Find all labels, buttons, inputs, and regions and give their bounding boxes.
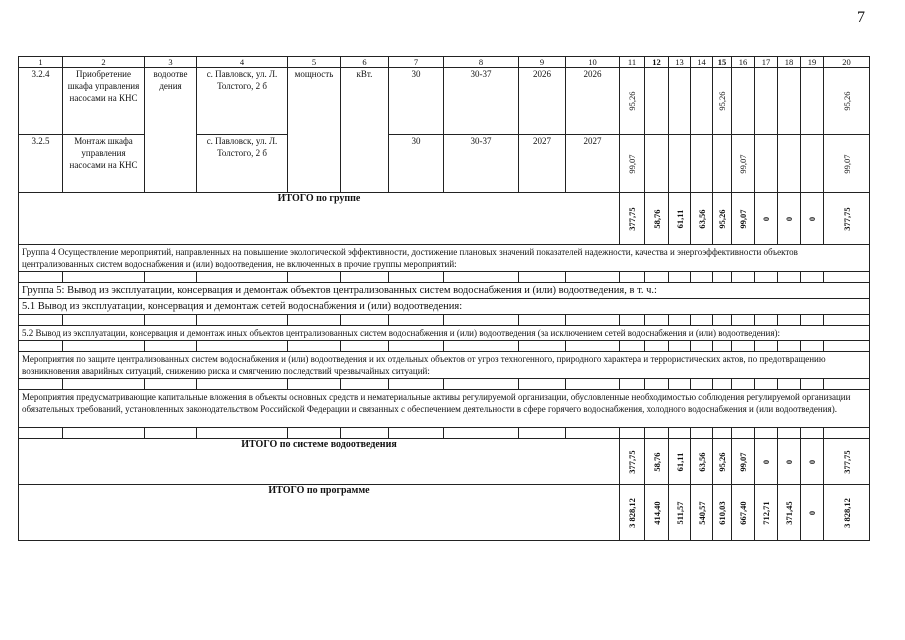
- total-value: 61,11: [669, 193, 691, 245]
- year-end: 2026: [566, 68, 620, 135]
- total-value: 58,76: [645, 439, 669, 485]
- group-total-row: [19, 193, 870, 245]
- col-number: 4: [197, 57, 288, 68]
- page-number: 7: [857, 9, 865, 26]
- col-number: 8: [444, 57, 519, 68]
- empty-cell: [755, 135, 778, 193]
- parameter-value: 30: [389, 135, 444, 193]
- total-value: 377,75: [620, 193, 645, 245]
- empty-cell: [732, 68, 755, 135]
- total-value: 540,57: [691, 485, 713, 541]
- cost-total: 95,26: [620, 68, 645, 135]
- year-start: 2026: [519, 68, 566, 135]
- total-value: 61,11: [669, 439, 691, 485]
- empty-cell: [669, 68, 691, 135]
- program-total-row: [19, 485, 870, 541]
- cost-funding: 95,26: [824, 68, 870, 135]
- total-value: 63,56: [691, 193, 713, 245]
- col-number: 6: [341, 57, 389, 68]
- empty-cell: [645, 68, 669, 135]
- blank-row: [19, 428, 870, 439]
- group-total-label: ИТОГО по группе: [19, 193, 620, 245]
- total-value: 99,07: [732, 439, 755, 485]
- col-number: 3: [145, 57, 197, 68]
- col-number: 19: [801, 57, 824, 68]
- system-total-label: ИТОГО по системе водоотведения: [19, 439, 620, 485]
- object-address: с. Павловск, ул. Л. Толстого, 2 б: [197, 68, 288, 135]
- measure-name: Приобретение шкафа управления насосами на КНС: [63, 68, 145, 135]
- column-number-row: [19, 57, 870, 68]
- section-row: [19, 299, 870, 315]
- empty-cell: [645, 135, 669, 193]
- blank-row: [19, 272, 870, 283]
- blank-row: [19, 379, 870, 390]
- total-value: 414,40: [645, 485, 669, 541]
- col-number: 16: [732, 57, 755, 68]
- section-group5: Группа 5: Вывод из эксплуатации, консервация и демонтаж объектов централизованных систем водоснабжения и (или) водоотведения, в т. ч.:: [19, 283, 870, 299]
- table-row: [19, 68, 870, 135]
- total-value: 99,07: [732, 193, 755, 245]
- total-value: 3 828,12: [824, 485, 870, 541]
- empty-cell: [801, 135, 824, 193]
- col-number: 2: [63, 57, 145, 68]
- section-row: [19, 326, 870, 341]
- row-number: 3.2.4: [19, 68, 63, 135]
- section-row: [19, 390, 870, 428]
- program-total-label: ИТОГО по программе: [19, 485, 620, 541]
- year-end: 2027: [566, 135, 620, 193]
- col-number: 12: [645, 57, 669, 68]
- empty-cell: [713, 135, 732, 193]
- col-number: 1: [19, 57, 63, 68]
- cost-funding: 99,07: [824, 135, 870, 193]
- empty-cell: [755, 68, 778, 135]
- cost-2027: 99,07: [732, 135, 755, 193]
- total-value: 0: [755, 193, 778, 245]
- total-value: 0: [801, 193, 824, 245]
- col-number: 14: [691, 57, 713, 68]
- total-value: 712,71: [755, 485, 778, 541]
- col-number: 15: [713, 57, 732, 68]
- col-number: 5: [288, 57, 341, 68]
- system-total-row: [19, 439, 870, 485]
- parameter-value: 30: [389, 68, 444, 135]
- total-value: 0: [778, 439, 801, 485]
- total-value: 95,26: [713, 193, 732, 245]
- total-value: 667,40: [732, 485, 755, 541]
- unit: кВт.: [341, 68, 389, 193]
- section-row: [19, 352, 870, 379]
- parameter-range: 30-37: [444, 68, 519, 135]
- col-number: 18: [778, 57, 801, 68]
- total-value: 0: [778, 193, 801, 245]
- section-group4: Группа 4 Осуществление мероприятий, направленных на повышение экологической эффективности, достижение плановых значений показателей надежности, качества и энергоэффективности объектов централизованных систем водоснабжения и (или) водоотведения, не включенных в прочие группы мероприятий:: [19, 245, 870, 272]
- investment-program-table: [18, 56, 870, 541]
- system-type: водоотве дения: [145, 68, 197, 193]
- parameter-name: мощность: [288, 68, 341, 193]
- blank-row: [19, 341, 870, 352]
- total-value: 610,03: [713, 485, 732, 541]
- blank-row: [19, 315, 870, 326]
- cost-2026: 95,26: [713, 68, 732, 135]
- total-value: 0: [755, 439, 778, 485]
- col-number: 9: [519, 57, 566, 68]
- total-value: 0: [801, 439, 824, 485]
- col-number: 7: [389, 57, 444, 68]
- total-value: 377,75: [824, 439, 870, 485]
- col-number: 20: [824, 57, 870, 68]
- measure-name: Монтаж шкафа управления насосами на КНС: [63, 135, 145, 193]
- empty-cell: [778, 135, 801, 193]
- section-capital: Мероприятия предусматривающие капитальные вложения в объекты основных средств и нематериальные активы регулируемой организации, обусловленные необходимостью соблюдения регулируемой организации обязательных требований, установленных законодательством Российской Федерации и связанных с обеспечением деятельности в сфере горячего водоснабжения, холодного водоснабжения и (или водоотведения).: [19, 390, 870, 428]
- total-value: 3 828,12: [620, 485, 645, 541]
- empty-cell: [778, 68, 801, 135]
- parameter-range: 30-37: [444, 135, 519, 193]
- section-row: [19, 283, 870, 299]
- total-value: 377,75: [824, 193, 870, 245]
- year-start: 2027: [519, 135, 566, 193]
- section-protection: Мероприятия по защите централизованных систем водоснабжения и (или) водоотведения и их отдельных объектов от угроз техногенного, природного характера и террористических актов, по предотвращению возникновения аварийных ситуаций, снижению риска и смягчению последствий чрезвычайных ситуаций:: [19, 352, 870, 379]
- row-number: 3.2.5: [19, 135, 63, 193]
- col-number: 13: [669, 57, 691, 68]
- section-5-2: 5.2 Вывод из эксплуатации, консервация и демонтаж иных объектов централизованных систем водоснабжения и (или) водоотведения (за исключением сетей водоснабжения и (или) водоотведения):: [19, 326, 870, 341]
- col-number: 11: [620, 57, 645, 68]
- total-value: 95,26: [713, 439, 732, 485]
- total-value: 63,56: [691, 439, 713, 485]
- total-value: 511,57: [669, 485, 691, 541]
- cost-total: 99,07: [620, 135, 645, 193]
- section-row: [19, 245, 870, 272]
- empty-cell: [691, 135, 713, 193]
- col-number: 10: [566, 57, 620, 68]
- total-value: 0: [801, 485, 824, 541]
- total-value: 371,45: [778, 485, 801, 541]
- total-value: 58,76: [645, 193, 669, 245]
- empty-cell: [801, 68, 824, 135]
- col-number: 17: [755, 57, 778, 68]
- empty-cell: [691, 68, 713, 135]
- total-value: 377,75: [620, 439, 645, 485]
- section-5-1: 5.1 Вывод из эксплуатации, консервация и демонтаж сетей водоснабжения и (или) водоотведения:: [19, 299, 870, 315]
- object-address: с. Павловск, ул. Л. Толстого, 2 б: [197, 135, 288, 193]
- empty-cell: [669, 135, 691, 193]
